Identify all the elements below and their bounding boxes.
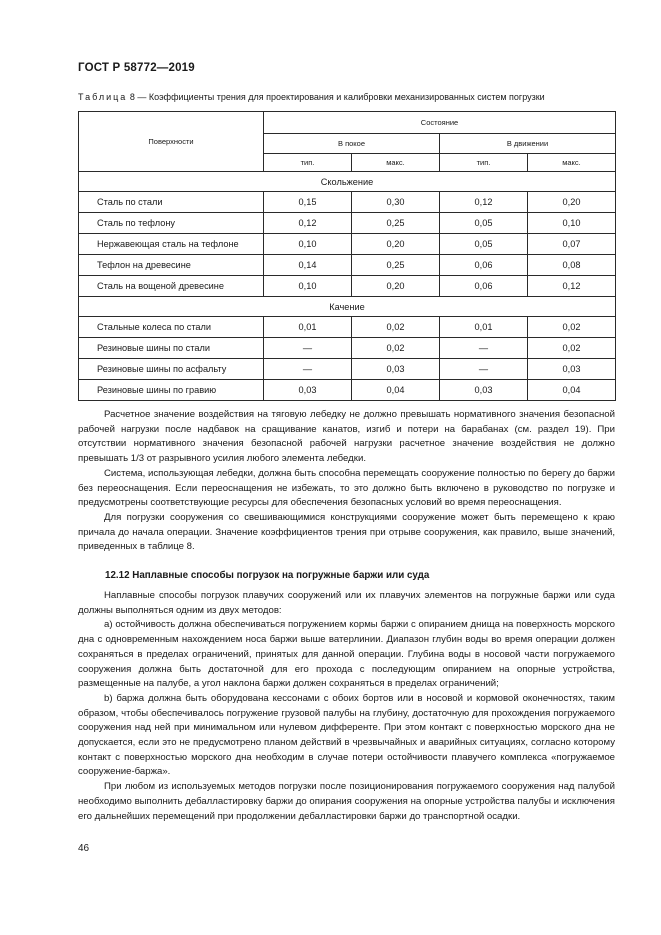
- body-text-block-1: [78, 408, 615, 555]
- section-heading: 12.12 Наплавные способы погрузок на погружные баржи или суда: [105, 570, 430, 581]
- header-surfaces: Поверхности: [79, 112, 264, 172]
- value-motion-max: 0,04: [528, 380, 616, 401]
- paragraph: Наплавные способы погрузок плавучих сооружений или их плавучих элементов на погружные баржи или суда должны выполняться одним из двух методов:: [78, 590, 615, 616]
- value-motion-typ: —: [440, 359, 528, 380]
- paragraph: Система, использующая лебедки, должна быть способна перемещать сооружение полностью по берегу до баржи без переоснащения. Если переоснащения не избежать, то это должно быть включено в руководство по погрузке и предусмотрены соответствующие ресурсы для обеспечения безопасных условий во время переоснащения.: [78, 467, 615, 509]
- paragraph: При любом из используемых методов погрузки после позиционирования погружаемого сооружения над палубой необходимо выполнить дебалластировку баржи до опирания сооружения на опорные устройства палубы и исключения его дальнейших перемещений при продолжении дебалластировки баржи до транспортной осадки.: [78, 781, 615, 822]
- paragraph: Для погрузки сооружения со свешивающимися конструкциями сооружение может быть перемещено к краю причала до начала операции. Значение коэффициентов трения при отрыве сооружения, как правило, выше значений, приведенных в таблице 8.: [78, 511, 615, 553]
- section-row-sliding: Скольжение: [79, 172, 616, 192]
- surface-name: Резиновые шины по асфальту: [79, 359, 264, 380]
- value-motion-max: 0,10: [528, 213, 616, 234]
- value-motion-typ: —: [440, 338, 528, 359]
- value-motion-typ: 0,12: [440, 192, 528, 213]
- table-row: [79, 213, 616, 234]
- table-caption-number: 8: [129, 92, 135, 102]
- table-row: [79, 317, 616, 338]
- value-rest-typ: —: [264, 359, 352, 380]
- value-rest-max: 0,03: [352, 359, 440, 380]
- value-motion-typ: 0,01: [440, 317, 528, 338]
- value-motion-typ: 0,06: [440, 255, 528, 276]
- document-header: ГОСТ Р 58772—2019: [78, 62, 195, 74]
- table-caption-title: — Коэффициенты трения для проектирования и калибровки механизированных систем погрузки: [134, 92, 545, 102]
- header-motion-typ: тип.: [440, 154, 528, 172]
- header-in-motion: В движении: [440, 134, 616, 154]
- surface-name: Сталь по стали: [79, 192, 264, 213]
- surface-name: Нержавеющая сталь на тефлоне: [79, 234, 264, 255]
- header-rest-max: макс.: [352, 154, 440, 172]
- value-rest-typ: —: [264, 338, 352, 359]
- value-rest-max: 0,25: [352, 255, 440, 276]
- value-motion-typ: 0,05: [440, 213, 528, 234]
- surface-name: Резиновые шины по гравию: [79, 380, 264, 401]
- body-text-block-2: [78, 589, 615, 824]
- surface-name: Сталь на вощеной древесине: [79, 276, 264, 297]
- table-row: [79, 255, 616, 276]
- surface-name: Сталь по тефлону: [79, 213, 264, 234]
- section-row-rolling: Качение: [79, 297, 616, 317]
- value-rest-typ: 0,10: [264, 276, 352, 297]
- surface-name: Тефлон на древесине: [79, 255, 264, 276]
- table-caption: [78, 92, 638, 102]
- header-at-rest: В покое: [264, 134, 440, 154]
- value-motion-typ: 0,06: [440, 276, 528, 297]
- table-row: [79, 380, 616, 401]
- table-row: [79, 234, 616, 255]
- value-motion-max: 0,03: [528, 359, 616, 380]
- value-motion-max: 0,08: [528, 255, 616, 276]
- value-motion-max: 0,02: [528, 317, 616, 338]
- paragraph: b) баржа должна быть оборудована кессонами с обоих бортов или в носовой и кормовой оконечностях, таким образом, чтобы обеспечивалось погружение грузовой палубы на глубину, достаточную для прохождения погружаемого сооружения над ней при минимальном или нулевом дифференте. При этом контакт с поверхностью морского дна не допускается, если это не предусмотрено планом действий в чрезвычайных и аварийных ситуациях, согласно которому контакт с поверхностью морского дна необходим в случае потери остойчивости плавучего комплекса «погружаемое сооружение-баржа».: [78, 692, 615, 778]
- header-motion-max: макс.: [528, 154, 616, 172]
- value-rest-max: 0,30: [352, 192, 440, 213]
- value-rest-max: 0,02: [352, 317, 440, 338]
- value-rest-max: 0,20: [352, 276, 440, 297]
- table-caption-word: Таблица: [78, 92, 128, 102]
- paragraph: Расчетное значение воздействия на тяговую лебедку не должно превышать нормативного значения безопасной рабочей нагрузки после надбавок на сращивание канатов, изгиб и потери на барабанах (см. раздел 19). При отсутствии нормативного значения безопасной рабочей нагрузки расчетное значение воздействия не должно превышать 1/3 от разрывного усилия любого элемента лебедки.: [78, 409, 615, 465]
- header-rest-typ: тип.: [264, 154, 352, 172]
- value-rest-typ: 0,01: [264, 317, 352, 338]
- header-state: Состояние: [264, 112, 616, 134]
- table-row: [79, 276, 616, 297]
- value-rest-max: 0,02: [352, 338, 440, 359]
- value-rest-max: 0,25: [352, 213, 440, 234]
- value-rest-max: 0,20: [352, 234, 440, 255]
- table-row: [79, 359, 616, 380]
- value-rest-typ: 0,10: [264, 234, 352, 255]
- value-motion-typ: 0,03: [440, 380, 528, 401]
- value-motion-max: 0,07: [528, 234, 616, 255]
- surface-name: Стальные колеса по стали: [79, 317, 264, 338]
- table-row: [79, 192, 616, 213]
- value-motion-max: 0,12: [528, 276, 616, 297]
- value-rest-typ: 0,03: [264, 380, 352, 401]
- surface-name: Резиновые шины по стали: [79, 338, 264, 359]
- value-rest-typ: 0,12: [264, 213, 352, 234]
- value-motion-typ: 0,05: [440, 234, 528, 255]
- paragraph: а) остойчивость должна обеспечиваться погружением кормы баржи с опиранием днища на поверхность морского дна с одновременным нахождением носа баржи выше ватерлинии. Диапазон глубин воды во время операции должен сохраняться в пределах ограничений, принятых для данной операции. Глубина воды в носовой части погружаемого сооружения должна быть достаточной для его прохода с последующим опиранием на опорные устройства, размещенные на палубе, а угол наклона баржи должен сохраняться в пределах ограничений;: [78, 619, 615, 690]
- table-row: [79, 338, 616, 359]
- page-number: 46: [78, 843, 90, 854]
- value-motion-max: 0,20: [528, 192, 616, 213]
- value-rest-typ: 0,14: [264, 255, 352, 276]
- value-rest-max: 0,04: [352, 380, 440, 401]
- value-rest-typ: 0,15: [264, 192, 352, 213]
- value-motion-max: 0,02: [528, 338, 616, 359]
- friction-coefficients-table: [78, 111, 616, 401]
